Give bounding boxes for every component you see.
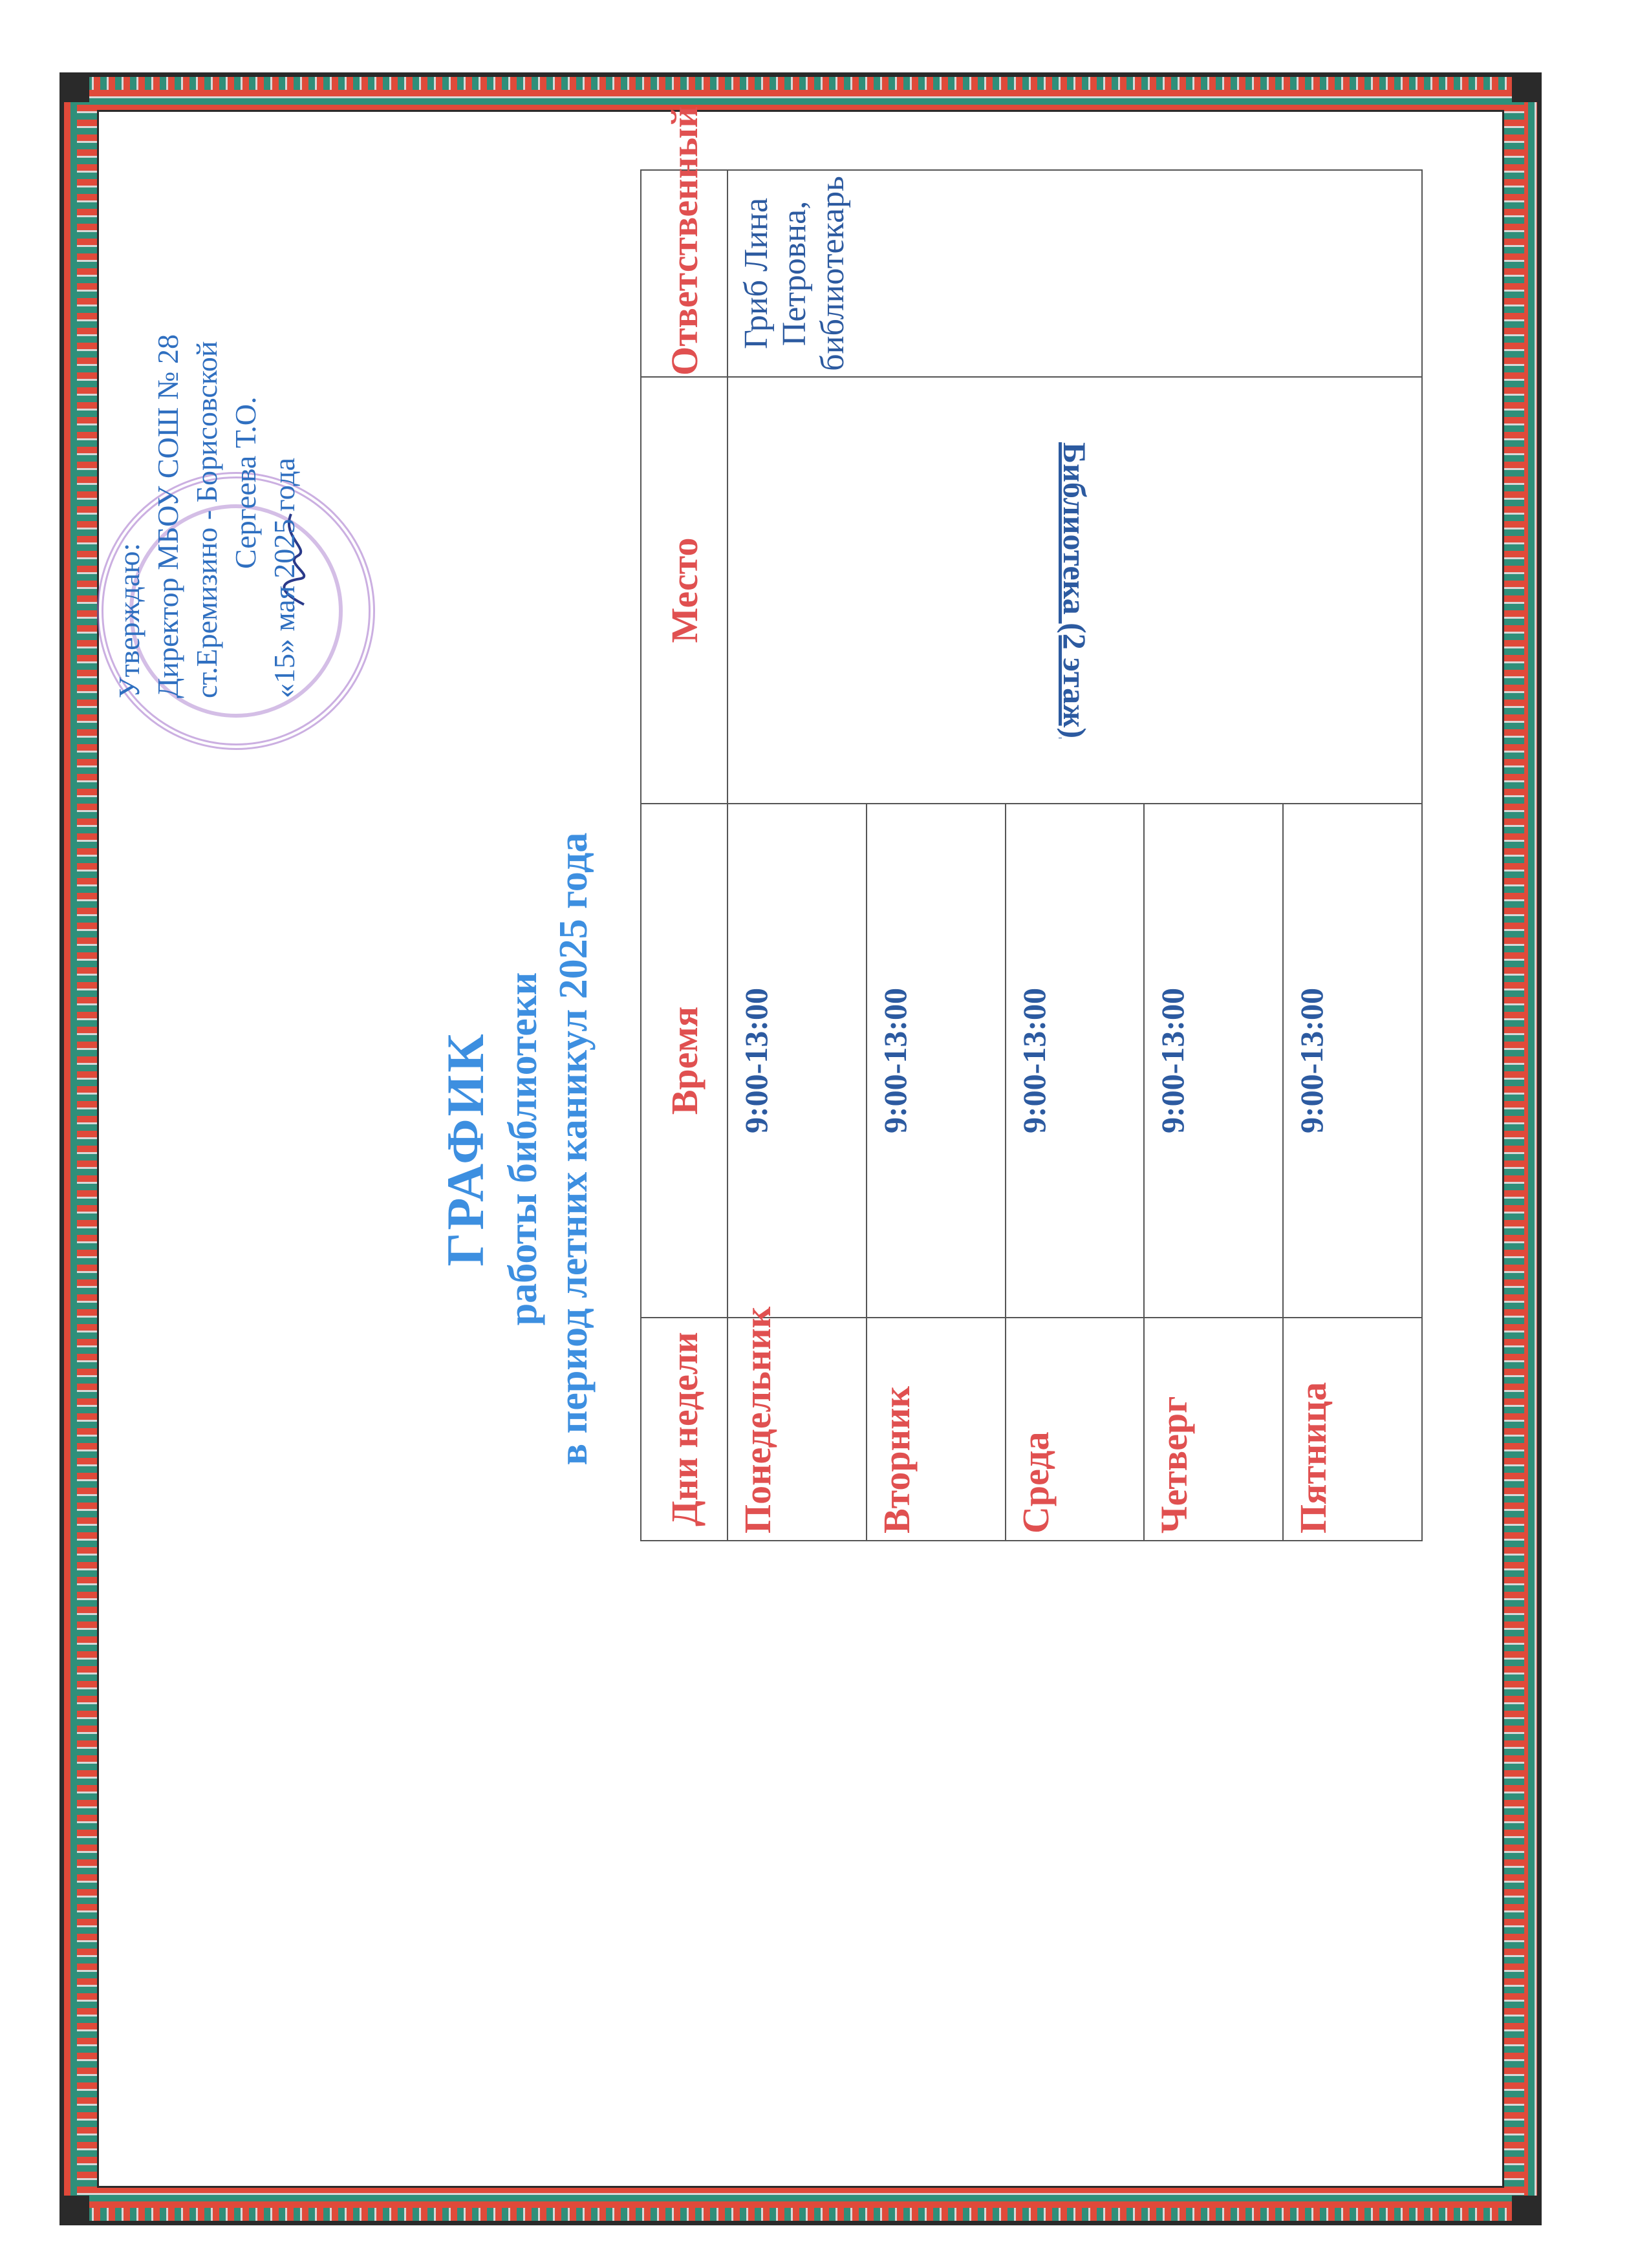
border-corner [59,2196,89,2225]
approval-block [110,207,304,698]
header-time: Время [641,804,727,1318]
document-title [433,110,599,2188]
document-sheet [97,106,1504,2188]
border-corner [1512,72,1542,102]
table-row [727,170,867,1541]
header-days: Дни недели [641,1318,727,1541]
title-period: в период летних каникул 2025 года [552,832,596,1466]
place-text: Библиотека (2 этаж) [1057,442,1093,738]
approval-date: «15» мая 2025 года [268,457,301,698]
header-responsible: Ответственный [641,170,727,377]
day-cell: Четверг [1144,1318,1283,1541]
day-cell: Среда [1006,1318,1145,1541]
time-cell: 9:00-13:00 [727,804,867,1318]
time-cell: 9:00-13:00 [1006,804,1145,1318]
header-place: Место [641,377,727,804]
day-cell: Вторник [867,1318,1006,1541]
time-cell: 9:00-13:00 [1283,804,1422,1318]
time-cell: 9:00-13:00 [1144,804,1283,1318]
title-heading: ГРАФИК [436,1031,495,1267]
approval-signatory: Сергеева Т.О. [229,396,262,569]
approval-label: Утверждаю: [113,542,146,698]
schedule-table [640,106,1423,1541]
approval-school: ст.Еремизино - Борисовской [190,341,223,698]
responsible-cell: Гриб Лина Петровна, библиотекарь [727,170,1422,377]
border-corner [1512,2196,1542,2225]
table-header-row [641,170,727,1541]
place-cell [727,377,1422,804]
approval-position: Директор МБОУ СОШ № 28 [151,334,184,698]
day-cell: Пятница [1283,1318,1422,1541]
title-subheading: работы библиотеки [501,972,545,1326]
border-corner [59,72,89,102]
time-cell: 9:00-13:00 [867,804,1006,1318]
day-cell: Понедельник [727,1318,867,1541]
